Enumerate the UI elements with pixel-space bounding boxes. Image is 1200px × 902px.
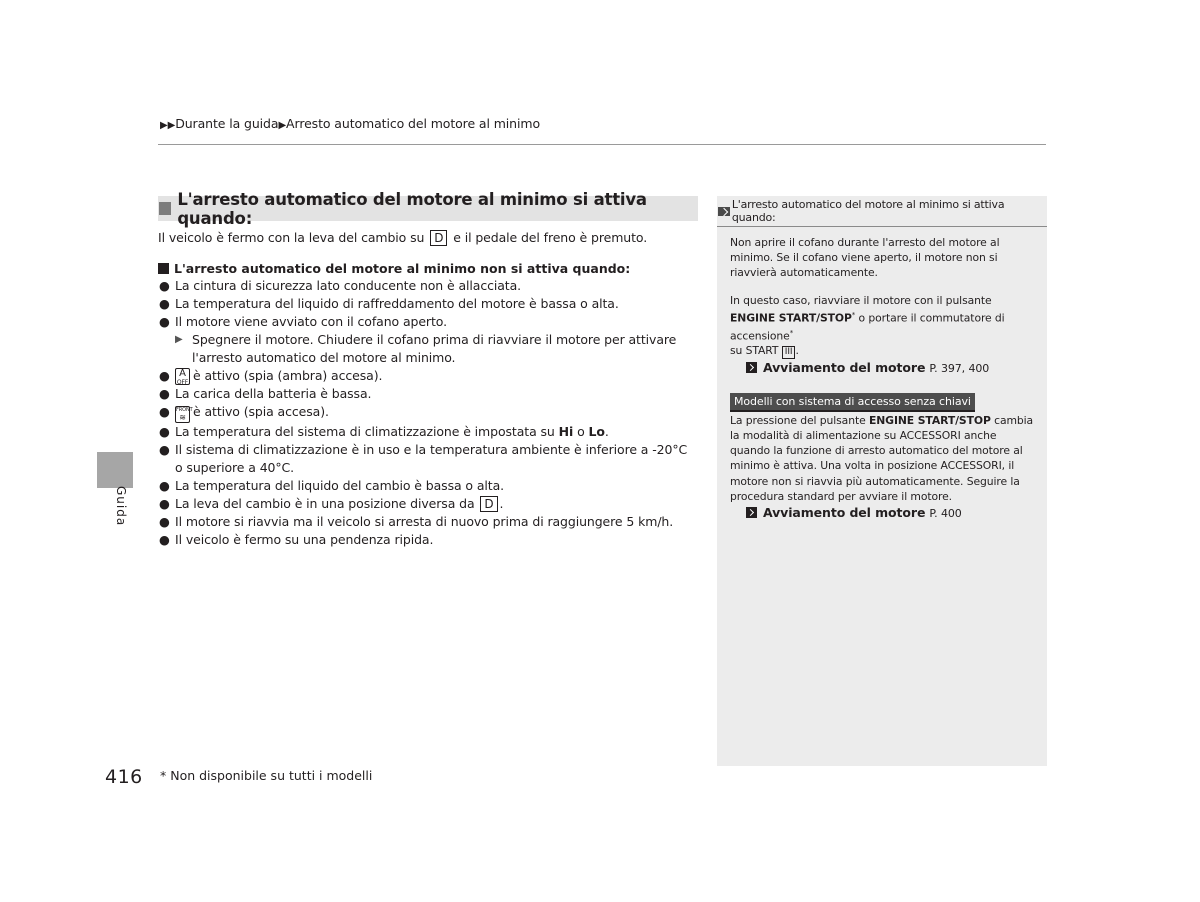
section-square-icon [159, 202, 171, 215]
sidebar-paragraph: Non aprire il cofano durante l'arresto del motore al minimo. Se il cofano viene aperto, il motore non si riavvierà automaticamente. [730, 236, 1000, 280]
list-item: ● La carica della batteria è bassa. [159, 386, 372, 401]
intro-paragraph: Il veicolo è fermo con la leva del cambio su D e il pedale del freno è premuto. [158, 230, 648, 245]
cross-reference-link[interactable]: Avviamento del motore P. 397, 400 [730, 360, 1035, 376]
section-heading [158, 189, 698, 228]
sidebar-heading: L'arresto automatico del motore al minimo si attiva quando: [717, 196, 1047, 227]
breadcrumb-arrow-icon: ▶▶ [160, 120, 176, 131]
gear-d-key-icon: D [430, 230, 447, 246]
list-item: ● La cintura di sicurezza lato conducente non è allacciata. [159, 278, 522, 293]
chapter-tab[interactable] [97, 452, 133, 488]
subsection-square-icon [158, 263, 169, 274]
list-item: ● FRONT ≋ è attivo (spia accesa). [159, 404, 329, 422]
page-number: 416 [105, 766, 143, 788]
list-item: ● La temperatura del liquido di raffreddamento del motore è bassa o alta. [159, 296, 619, 311]
subsection-heading: L'arresto automatico del motore al minimo non si attiva quando: [158, 261, 698, 276]
list-item: ● La temperatura del sistema di climatizzazione è impostata su Hi o Lo. [159, 424, 609, 439]
section-title: L'arresto automatico del motore al minimo si attiva quando: [177, 189, 647, 228]
list-item: ● La leva del cambio è in una posizione diversa da D . [159, 496, 504, 511]
breadcrumb [160, 116, 540, 131]
reference-arrow-icon [746, 362, 757, 373]
list-item: ● Il sistema di climatizzazione è in uso e la temperatura ambiente è inferiore a -20°C o superiore a 40°C. [159, 442, 688, 475]
note-reference-icon [718, 207, 730, 216]
triangle-icon: ▶ [175, 334, 183, 345]
list-subnote: ▶ Spegnere il motore. Chiudere il cofano prima di riavviare il motore per attivare l'arresto automatico del motore al minimo. [175, 332, 677, 365]
reference-arrow-icon [746, 507, 757, 518]
front-defroster-icon: FRONT ≋ [176, 407, 193, 422]
auto-idle-stop-off-icon: A OFF [176, 368, 189, 386]
sidebar-paragraph: La pressione del pulsante ENGINE START/STOP cambia la modalità di alimentazione su ACCESSORI anche quando la funzione di arresto automatico del motore al minimo è attiva. Una volta in posizione ACCESSORI, il motore non si riavvia più automaticamente. Seguire la procedura standard per avviare il motore. [730, 413, 1034, 503]
breadcrumb-section[interactable]: Durante la guida [175, 116, 279, 131]
header-divider [158, 144, 1046, 145]
breadcrumb-topic[interactable]: Arresto automatico del motore al minimo [286, 116, 540, 131]
sidebar-paragraph: In questo caso, riavviare il motore con il pulsante ENGINE START/STOP* o portare il commutatore di accensione* su START III . [730, 293, 1005, 358]
cross-reference-link[interactable]: Avviamento del motore P. 400 [730, 505, 1035, 521]
condition-list [158, 277, 698, 549]
list-item: ● Il motore viene avviato con il cofano aperto. ▶ Spegnere il motore. Chiudere il cofano prima di riavviare il motore per attivare l'arresto automatico del motore al minimo. [158, 313, 698, 367]
list-item: ● La temperatura del liquido del cambio è bassa o alta. [159, 478, 505, 493]
breadcrumb-arrow-icon: ▶ [278, 120, 287, 131]
model-badge: Modelli con sistema di accesso senza chiavi [730, 393, 975, 412]
list-item: ● A OFF è attivo (spia (ambra) accesa). [159, 368, 383, 386]
footnote: * Non disponibile su tutti i modelli [160, 768, 373, 783]
list-item: ● Il veicolo è fermo su una pendenza ripida. [159, 532, 434, 547]
ignition-start-key-icon: III [782, 346, 796, 359]
chapter-tab-label: Guida [114, 486, 128, 527]
notes-sidebar [717, 196, 1047, 766]
gear-d-key-icon: D [480, 496, 497, 512]
list-item: ● Il motore si riavvia ma il veicolo si arresta di nuovo prima di raggiungere 5 km/h. [159, 514, 674, 529]
main-content [158, 189, 698, 549]
